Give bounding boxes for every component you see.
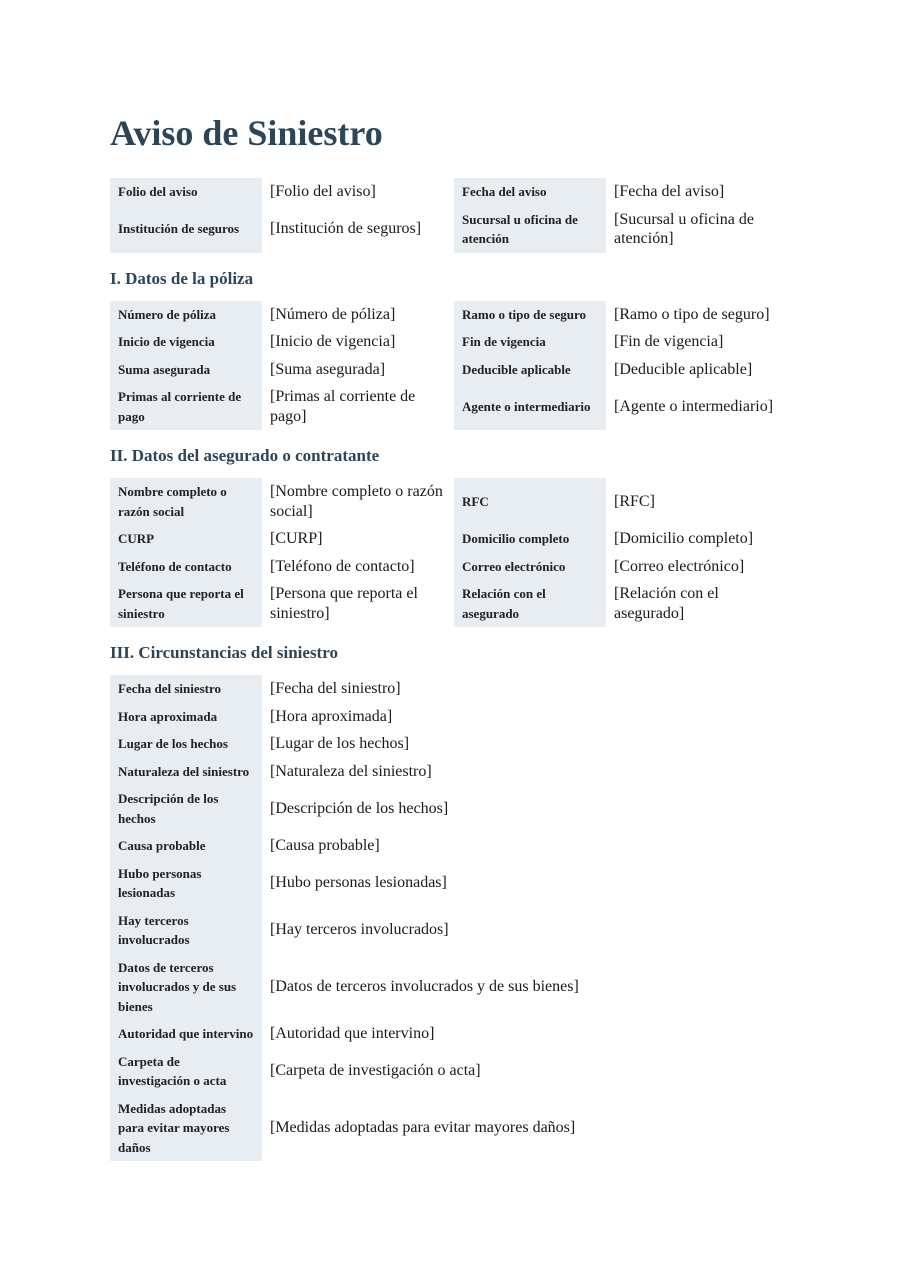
section-heading-asegurado: II. Datos del asegurado o contratante [110, 446, 380, 465]
field-value: [Persona que reporta el siniestro] [270, 585, 418, 622]
asegurado-table [110, 478, 800, 627]
field-row [110, 860, 800, 907]
field-row [110, 383, 800, 430]
field-label: Institución de seguros [110, 206, 262, 253]
field-label: Correo electrónico [454, 553, 606, 581]
field-value: [Medidas adoptadas para evitar mayores daños] [270, 1119, 576, 1136]
field-label: Descripción de los hechos [110, 785, 262, 832]
field-label: Fin de vigencia [454, 328, 606, 356]
field-value: [CURP] [270, 530, 323, 547]
field-value: [Naturaleza del siniestro] [270, 762, 432, 780]
field-row [110, 478, 800, 525]
field-row [110, 730, 800, 758]
field-label: Carpeta de investigación o acta [110, 1048, 262, 1095]
field-value: [Número de póliza] [270, 305, 396, 323]
field-row [110, 328, 800, 356]
field-row [110, 675, 800, 703]
field-label: Fecha del aviso [454, 178, 606, 206]
field-label: Suma asegurada [110, 356, 262, 384]
section-heading-circunstancias: III. Circunstancias del siniestro [110, 643, 338, 662]
field-row [110, 356, 800, 384]
field-row [110, 832, 800, 860]
field-value: [Inicio de vigencia] [270, 333, 396, 350]
field-label: Causa probable [110, 832, 262, 860]
field-value: [Causa probable] [270, 837, 380, 854]
field-row [110, 553, 800, 581]
field-value: [Correo electrónico] [614, 557, 745, 575]
field-row [110, 1095, 800, 1162]
field-value: [Descripción de los hechos] [270, 799, 449, 817]
field-label: Autoridad que intervino [110, 1020, 262, 1048]
field-label: Teléfono de contacto [110, 553, 262, 581]
field-value: [Hubo personas lesionadas] [270, 874, 447, 892]
field-label: Sucursal u oficina de atención [454, 206, 606, 253]
field-label: Hubo personas lesionadas [110, 860, 262, 907]
poliza-table [110, 301, 800, 431]
field-value: [Deducible aplicable] [614, 360, 753, 378]
field-label: Agente o intermediario [454, 383, 606, 430]
field-value: [Relación con el asegurado] [614, 585, 719, 622]
document-page [110, 110, 800, 1176]
field-value: [Hay terceros involucrados] [270, 921, 449, 939]
field-value: [Hora aproximada] [270, 707, 393, 725]
field-label: Nombre completo o razón social [110, 478, 262, 525]
field-value: [Folio del aviso] [270, 183, 376, 200]
field-label: Datos de terceros involucrados y de sus bienes [110, 954, 262, 1021]
field-row [110, 1020, 800, 1048]
field-value: [Primas al corriente de pago] [270, 388, 416, 425]
field-row [110, 703, 800, 731]
field-value: [Datos de terceros involucrados y de sus bienes] [270, 978, 579, 995]
field-value: [Carpeta de investigación o acta] [270, 1062, 481, 1080]
field-label: CURP [110, 525, 262, 553]
field-value: [Ramo o tipo de seguro] [614, 305, 770, 323]
field-label: Relación con el asegurado [454, 580, 606, 627]
field-row [110, 525, 800, 553]
section-heading-poliza: I. Datos de la póliza [110, 268, 254, 288]
field-value: [RFC] [614, 492, 655, 510]
field-label: Deducible aplicable [454, 356, 606, 384]
field-value: [Lugar de los hechos] [270, 735, 410, 752]
field-label: Ramo o tipo de seguro [454, 301, 606, 329]
field-value: [Fin de vigencia] [614, 333, 724, 350]
field-value: [Fecha del aviso] [614, 183, 725, 200]
field-row [110, 301, 800, 329]
field-label: RFC [454, 478, 606, 525]
field-value: [Teléfono de contacto] [270, 557, 415, 575]
field-value: [Agente o intermediario] [614, 397, 774, 415]
field-value: [Institución de seguros] [270, 220, 422, 238]
field-label: Fecha del siniestro [110, 675, 262, 703]
field-label: Inicio de vigencia [110, 328, 262, 356]
field-label: Naturaleza del siniestro [110, 758, 262, 786]
field-value: [Autoridad que intervino] [270, 1025, 435, 1042]
field-row [110, 178, 800, 206]
field-label: Domicilio completo [454, 525, 606, 553]
field-value: [Nombre completo o razón social] [270, 483, 443, 520]
field-value: [Fecha del siniestro] [270, 680, 401, 697]
field-value: [Domicilio completo] [614, 530, 754, 547]
field-row [110, 206, 800, 253]
field-label: Primas al corriente de pago [110, 383, 262, 430]
header-table [110, 178, 800, 253]
field-label: Persona que reporta el siniestro [110, 580, 262, 627]
field-row [110, 785, 800, 832]
field-row [110, 907, 800, 954]
field-row [110, 1048, 800, 1095]
field-label: Número de póliza [110, 301, 262, 329]
field-row [110, 580, 800, 627]
field-label: Lugar de los hechos [110, 730, 262, 758]
circunstancias-table [110, 675, 800, 1161]
document-title: Aviso de Siniestro [110, 113, 383, 153]
field-value: [Suma asegurada] [270, 360, 386, 378]
field-value: [Sucursal u oficina de atención] [614, 210, 754, 247]
field-row [110, 954, 800, 1021]
field-label: Hora aproximada [110, 703, 262, 731]
field-row [110, 758, 800, 786]
field-label: Folio del aviso [110, 178, 262, 206]
field-label: Hay terceros involucrados [110, 907, 262, 954]
field-label: Medidas adoptadas para evitar mayores daños [110, 1095, 262, 1162]
